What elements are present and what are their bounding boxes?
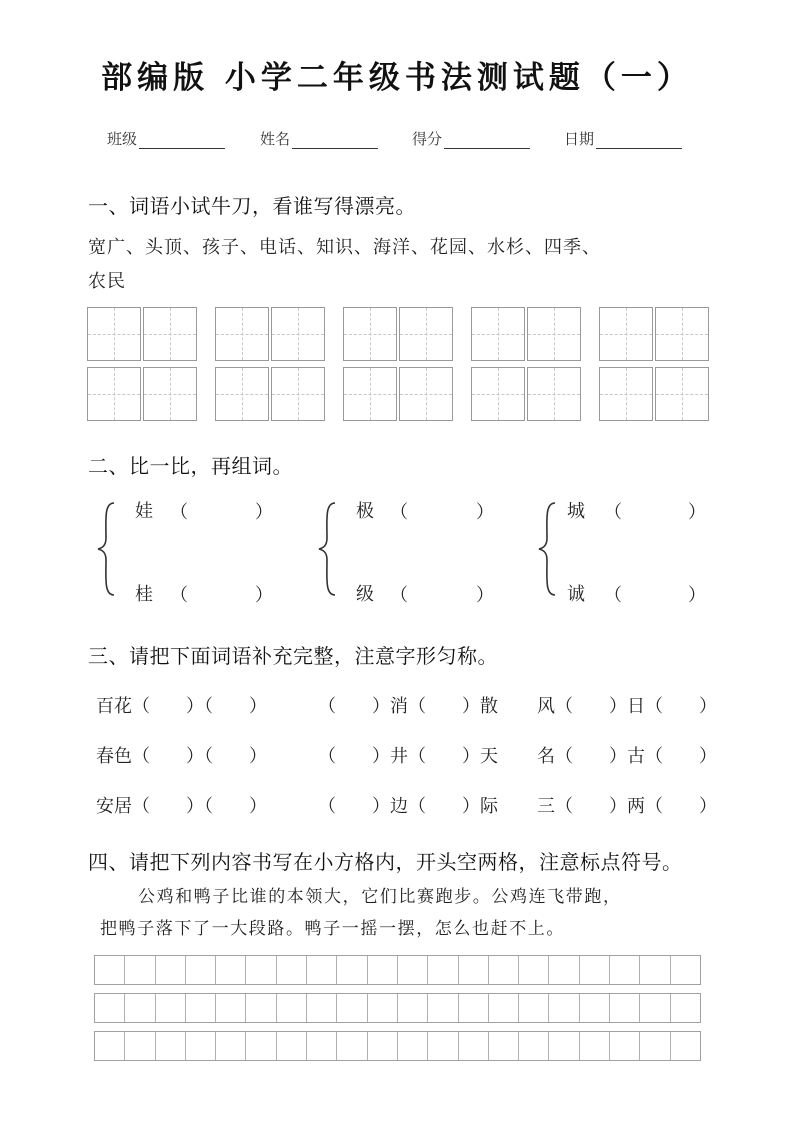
tian-grid-cell[interactable] (87, 367, 141, 421)
section3-heading: 三、请把下面词语补充完整，注意字形匀称。 (88, 644, 498, 668)
close-paren: ） (255, 585, 273, 606)
writing-grid-cell[interactable] (216, 1032, 246, 1060)
writing-grid-cell[interactable] (640, 956, 670, 984)
score-field[interactable] (412, 128, 530, 149)
close-paren: ） (476, 585, 494, 606)
fill-blank-item: 春色（ ）（ ） (96, 746, 267, 767)
writing-grid-cell[interactable] (186, 994, 216, 1022)
compare-char: 诚 (567, 584, 585, 605)
writing-grid-cell[interactable] (216, 994, 246, 1022)
open-paren: （ (390, 585, 408, 606)
brace-icon (96, 500, 118, 598)
writing-grid-cell[interactable] (489, 1032, 519, 1060)
open-paren: （ (170, 585, 188, 606)
fill-blank-item: （ ）边（ ）际 (318, 796, 498, 817)
brace-icon (537, 500, 559, 598)
writing-grid-cell[interactable] (398, 1032, 428, 1060)
writing-grid-cell[interactable] (549, 956, 579, 984)
passage-line-2: 把鸭子落下了一大段路。鸭子一摇一摆，怎么也赶不上。 (100, 919, 565, 939)
writing-grid-cell[interactable] (337, 1032, 367, 1060)
writing-grid-cell[interactable] (640, 994, 670, 1022)
tian-grid-cell[interactable] (599, 307, 653, 361)
writing-grid-cell[interactable] (156, 956, 186, 984)
writing-grid-cell[interactable] (156, 1032, 186, 1060)
writing-grid-cell[interactable] (519, 1032, 549, 1060)
writing-grid-cell[interactable] (580, 1032, 610, 1060)
writing-grid-cell[interactable] (428, 1032, 458, 1060)
writing-grid-cell[interactable] (671, 994, 700, 1022)
writing-grid-cell[interactable] (459, 1032, 489, 1060)
close-paren: ） (688, 502, 706, 523)
tian-grid-cell[interactable] (399, 367, 453, 421)
writing-grid-cell[interactable] (489, 994, 519, 1022)
tian-grid-cell[interactable] (343, 367, 397, 421)
writing-grid-cell[interactable] (307, 1032, 337, 1060)
writing-grid-cell[interactable] (398, 994, 428, 1022)
tian-grid-cell[interactable] (471, 307, 525, 361)
writing-grid-row[interactable] (94, 993, 701, 1023)
class-blank[interactable] (139, 132, 225, 149)
close-paren: ） (476, 502, 494, 523)
name-field[interactable] (260, 128, 378, 149)
open-paren: （ (170, 502, 188, 523)
writing-grid-cell[interactable] (610, 956, 640, 984)
writing-grid-cell[interactable] (186, 956, 216, 984)
writing-grid-cell[interactable] (549, 994, 579, 1022)
section4-heading: 四、请把下列内容书写在小方格内，开头空两格，注意标点符号。 (88, 850, 683, 874)
fill-blank-item: 安居（ ）（ ） (96, 796, 267, 817)
fill-blank-item: 风（ ）日（ ） (537, 696, 717, 717)
writing-grid-cell[interactable] (549, 1032, 579, 1060)
writing-grid-cell[interactable] (246, 1032, 276, 1060)
fill-blank-item: （ ）井（ ）天 (318, 746, 498, 767)
writing-grid-cell[interactable] (246, 956, 276, 984)
score-blank[interactable] (444, 132, 530, 149)
writing-grid-cell[interactable] (156, 994, 186, 1022)
writing-grid-cell[interactable] (459, 956, 489, 984)
writing-grid-row[interactable] (94, 1031, 701, 1061)
tian-grid-cell[interactable] (471, 367, 525, 421)
writing-grid-cell[interactable] (580, 956, 610, 984)
tian-grid-cell[interactable] (527, 307, 581, 361)
brace-icon (317, 500, 339, 598)
writing-grid-cell[interactable] (640, 1032, 670, 1060)
writing-grid-cell[interactable] (610, 1032, 640, 1060)
open-paren: （ (604, 585, 622, 606)
section1-heading: 一、词语小试牛刀，看谁写得漂亮。 (88, 194, 416, 218)
writing-grid-cell[interactable] (186, 1032, 216, 1060)
writing-grid-cell[interactable] (277, 1032, 307, 1060)
writing-grid-cell[interactable] (95, 1032, 125, 1060)
writing-grid-cell[interactable] (277, 956, 307, 984)
date-blank[interactable] (596, 132, 682, 149)
fill-blank-item: 百花（ ）（ ） (96, 696, 267, 717)
writing-grid-cell[interactable] (489, 956, 519, 984)
writing-grid-cell[interactable] (459, 994, 489, 1022)
writing-grid-cell[interactable] (519, 994, 549, 1022)
writing-grid-cell[interactable] (519, 956, 549, 984)
compare-char: 极 (356, 501, 374, 522)
writing-grid-cell[interactable] (368, 956, 398, 984)
compare-char: 级 (356, 584, 374, 605)
tian-grid-cell[interactable] (655, 367, 709, 421)
writing-grid-cell[interactable] (307, 956, 337, 984)
writing-grid-cell[interactable] (368, 1032, 398, 1060)
name-blank[interactable] (292, 132, 378, 149)
tian-grid-cell[interactable] (271, 307, 325, 361)
compare-char: 城 (567, 501, 585, 522)
date-label: 日期 (564, 130, 595, 148)
section1-words (88, 231, 728, 299)
writing-grid-cell[interactable] (307, 994, 337, 1022)
tian-grid-cell[interactable] (215, 367, 269, 421)
writing-grid-cell[interactable] (125, 994, 155, 1022)
writing-grid-cell[interactable] (277, 994, 307, 1022)
page-title: 部编版 小学二年级书法测试题（一） (101, 60, 693, 96)
writing-grid-cell[interactable] (428, 956, 458, 984)
open-paren: （ (390, 502, 408, 523)
writing-grid-cell[interactable] (428, 994, 458, 1022)
tian-grid-cell[interactable] (599, 367, 653, 421)
date-field[interactable] (564, 128, 682, 149)
fill-blank-item: 名（ ）古（ ） (537, 746, 717, 767)
passage-line-1: 公鸡和鸭子比谁的本领大，它们比赛跑步。公鸡连飞带跑， (138, 887, 622, 907)
class-field[interactable] (107, 128, 225, 149)
name-label: 姓名 (260, 130, 291, 148)
open-paren: （ (604, 502, 622, 523)
writing-grid-cell[interactable] (671, 956, 700, 984)
close-paren: ） (255, 502, 273, 523)
words-line-2: 农民 (88, 271, 126, 292)
tian-grid-cell[interactable] (215, 307, 269, 361)
writing-grid-cell[interactable] (125, 956, 155, 984)
writing-grid-cell[interactable] (368, 994, 398, 1022)
tian-grid-cell[interactable] (143, 307, 197, 361)
tian-grid-cell[interactable] (655, 307, 709, 361)
section2-heading: 二、比一比，再组词。 (88, 454, 293, 478)
writing-grid-cell[interactable] (610, 994, 640, 1022)
writing-grid-cell[interactable] (671, 1032, 700, 1060)
class-label: 班级 (107, 130, 138, 148)
tian-grid-cell[interactable] (399, 307, 453, 361)
tian-grid-cell[interactable] (143, 367, 197, 421)
fill-blank-item: 三（ ）两（ ） (537, 796, 717, 817)
writing-grid-cell[interactable] (246, 994, 276, 1022)
tian-grid-cell[interactable] (87, 307, 141, 361)
tian-grid-cell[interactable] (343, 307, 397, 361)
writing-grid-cell[interactable] (125, 1032, 155, 1060)
writing-grid-cell[interactable] (95, 994, 125, 1022)
writing-grid-cell[interactable] (95, 956, 125, 984)
writing-grid-cell[interactable] (337, 994, 367, 1022)
writing-grid-cell[interactable] (337, 956, 367, 984)
writing-grid-row[interactable] (94, 955, 701, 985)
fill-blank-item: （ ）消（ ）散 (318, 696, 498, 717)
writing-grid-cell[interactable] (398, 956, 428, 984)
words-line-1: 宽广、头顶、孩子、电话、知识、海洋、花园、水杉、四季、 (88, 237, 601, 258)
writing-grid-cell[interactable] (216, 956, 246, 984)
score-label: 得分 (412, 130, 443, 148)
tian-grid-cell[interactable] (527, 367, 581, 421)
compare-char: 娃 (135, 501, 153, 522)
compare-char: 桂 (135, 584, 153, 605)
writing-grid-cell[interactable] (580, 994, 610, 1022)
close-paren: ） (688, 585, 706, 606)
tian-grid-cell[interactable] (271, 367, 325, 421)
